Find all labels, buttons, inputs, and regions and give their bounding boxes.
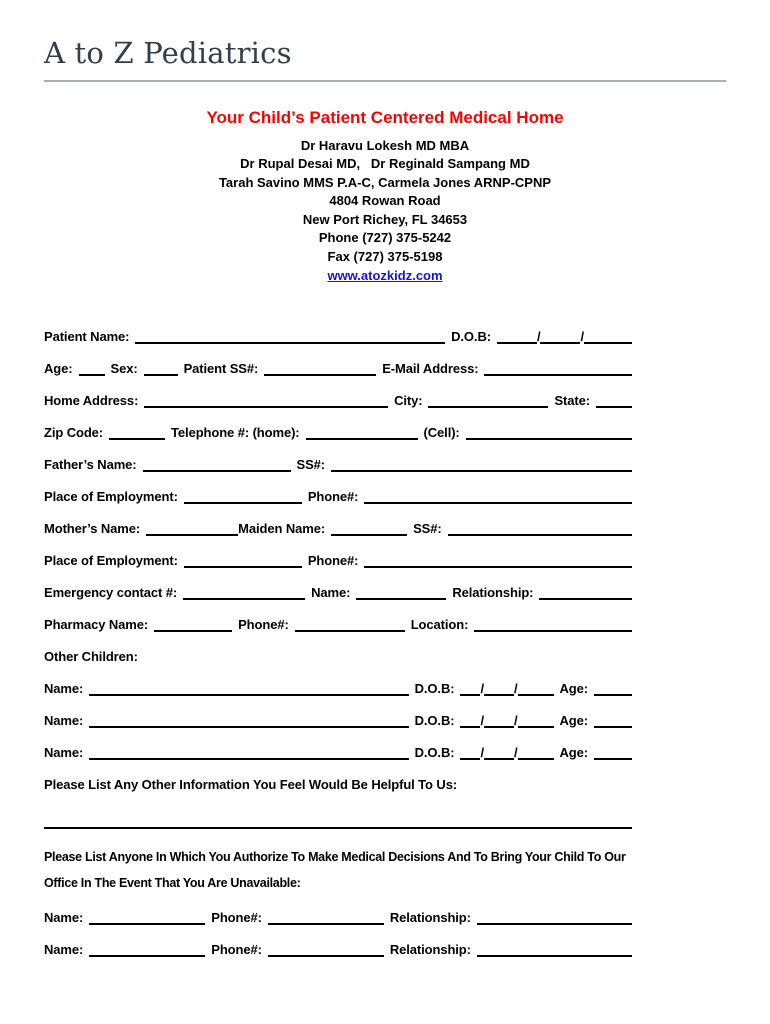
blank-line [477, 909, 632, 925]
field-label: / [480, 745, 484, 761]
form-rows [44, 327, 632, 831]
practice-name: A to Z Pediatrics [44, 36, 292, 70]
blank-line [460, 744, 480, 760]
blank-line [89, 909, 205, 925]
blank-line [89, 680, 408, 696]
blank-line [184, 488, 302, 504]
field-label: Zip Code: [44, 425, 104, 441]
field-label: Place of Employment: [44, 489, 178, 505]
authorized-person-1-row [44, 908, 632, 927]
blank-line [183, 584, 305, 600]
authorized-person-2-row [44, 940, 632, 959]
letterhead-line: New Port Richey, FL 34653 [302, 211, 468, 227]
field-label: Mother’s Name: [44, 521, 141, 537]
field-label: Phone#: [307, 553, 359, 569]
blank-line [146, 520, 238, 536]
blank-line [356, 584, 446, 600]
blank-line [268, 941, 384, 957]
field-label: / [480, 681, 484, 697]
field-label: SS#: [413, 521, 442, 537]
field-label: Relationship: [389, 910, 471, 926]
blank-line [596, 392, 632, 408]
field-label: Phone#: [307, 489, 359, 505]
patient-form [44, 327, 632, 959]
field-label: Phone#: [238, 617, 289, 633]
helpful-info-blank-line [44, 812, 632, 831]
field-label: Name: [44, 910, 84, 926]
blank-line [594, 712, 632, 728]
field-label: Name: [44, 745, 84, 761]
blank-line [460, 712, 480, 728]
child-3-row [44, 743, 632, 762]
field-label: Name: [44, 681, 84, 697]
blank-line [518, 744, 554, 760]
blank-line [268, 909, 384, 925]
field-label: Please List Any Other Information You Feel Would Be Helpful To Us: [44, 777, 458, 793]
field-label: Telephone #: (home): [171, 425, 300, 441]
blank-line [264, 360, 376, 376]
child-2-row [44, 711, 632, 730]
field-label: Age: [44, 361, 73, 377]
blank-line [144, 360, 178, 376]
field-label: / [513, 745, 518, 761]
field-label: City: [394, 393, 423, 409]
field-label: / [580, 329, 584, 345]
field-label: D.O.B: [414, 681, 455, 697]
emergency-contact-row [44, 583, 632, 602]
blank-line [89, 712, 408, 728]
age-sex-ssn-email-row [44, 359, 632, 378]
blank-line [364, 552, 632, 568]
field-label: E-Mail Address: [382, 361, 479, 377]
field-label: Phone#: [211, 910, 262, 926]
mother-name-row [44, 519, 632, 538]
letterhead-line: Dr Rupal Desai MD, Dr Reginald Sampang MD [240, 156, 530, 172]
field-label: Sex: [110, 361, 138, 377]
mother-employment-row [44, 551, 632, 570]
blank-line [295, 616, 405, 632]
field-label: / [480, 713, 484, 729]
other-children-heading [44, 647, 632, 666]
field-label: D.O.B: [414, 713, 455, 729]
field-label: Emergency contact #: [44, 585, 178, 601]
form-subtitle: Your Child’s Patient Centered Medical Home [206, 107, 564, 127]
blank-line [518, 712, 554, 728]
blank-line [44, 813, 632, 829]
blank-line [518, 680, 554, 696]
field-label: State: [554, 393, 590, 409]
blank-line [477, 941, 632, 957]
father-name-row [44, 455, 632, 474]
blank-line [540, 328, 580, 344]
title-divider [44, 80, 726, 82]
blank-line [306, 424, 418, 440]
providers-and-address [44, 137, 726, 267]
letterhead-line: Fax (727) 375-5198 [327, 248, 443, 264]
patient-name-row [44, 327, 632, 346]
authorize-paragraph: Please List Anyone In Which You Authorize To Make Medical Decisions And To Bring Your Child To Our Office In The Event That You Are Unavailable: [44, 850, 626, 891]
blank-line [594, 744, 632, 760]
blank-line [79, 360, 105, 376]
field-label: Other Children: [44, 649, 138, 665]
field-label: Pharmacy Name: [44, 617, 149, 633]
field-label: D.O.B: [414, 745, 455, 761]
blank-line [584, 328, 632, 344]
letterhead-line: Dr Haravu Lokesh MD MBA [300, 137, 470, 153]
blank-line [484, 680, 514, 696]
field-label: Maiden Name: [238, 521, 326, 537]
field-label: Age: [559, 713, 588, 729]
letterhead-line: 4804 Rowan Road [329, 193, 441, 209]
zip-telephone-row [44, 423, 632, 442]
field-label: Patient SS#: [183, 361, 259, 377]
field-label: Age: [559, 745, 588, 761]
blank-line [497, 328, 537, 344]
field-label: Home Address: [44, 393, 139, 409]
authorize-rows [44, 908, 632, 959]
letterhead-line: Tarah Savino MMS P.A-C, Carmela Jones ARNP-CPNP [218, 174, 552, 190]
blank-line [89, 941, 205, 957]
field-label: SS#: [296, 457, 326, 473]
field-label: Father’s Name: [44, 457, 137, 473]
blank-line [539, 584, 632, 600]
blank-line [466, 424, 632, 440]
blank-line [484, 712, 514, 728]
blank-line [474, 616, 632, 632]
blank-line [364, 488, 632, 504]
website-link[interactable]: www.atozkidz.com [327, 268, 443, 284]
blank-line [484, 360, 632, 376]
field-label: / [536, 329, 541, 345]
field-label: (Cell): [423, 425, 460, 441]
field-label: Relationship: [389, 942, 471, 958]
blank-line [89, 744, 408, 760]
field-label: Age: [559, 681, 588, 697]
field-label: Name: [44, 942, 84, 958]
field-label: Relationship: [452, 585, 534, 601]
blank-line [184, 552, 302, 568]
field-label: Name: [44, 713, 84, 729]
blank-line [144, 392, 388, 408]
blank-line [594, 680, 632, 696]
father-employment-row [44, 487, 632, 506]
field-label: D.O.B: [451, 329, 491, 345]
blank-line [109, 424, 165, 440]
field-label: Patient Name: [44, 329, 130, 345]
pharmacy-row [44, 615, 632, 634]
blank-line [154, 616, 232, 632]
child-1-row [44, 679, 632, 698]
field-label: Phone#: [211, 942, 262, 958]
field-label: Place of Employment: [44, 553, 178, 569]
field-label: / [513, 713, 518, 729]
blank-line [331, 520, 407, 536]
field-label: / [513, 681, 518, 697]
field-label: Location: [410, 617, 469, 633]
field-label: Name: [311, 585, 351, 601]
home-address-row [44, 391, 632, 410]
blank-line [143, 456, 291, 472]
blank-line [448, 520, 632, 536]
blank-line [331, 456, 632, 472]
blank-line [484, 744, 514, 760]
helpful-info-heading [44, 775, 632, 794]
letterhead-block [44, 108, 726, 286]
blank-line [460, 680, 480, 696]
blank-line [428, 392, 548, 408]
blank-line [135, 328, 445, 344]
letterhead-line: Phone (727) 375-5242 [318, 230, 452, 246]
